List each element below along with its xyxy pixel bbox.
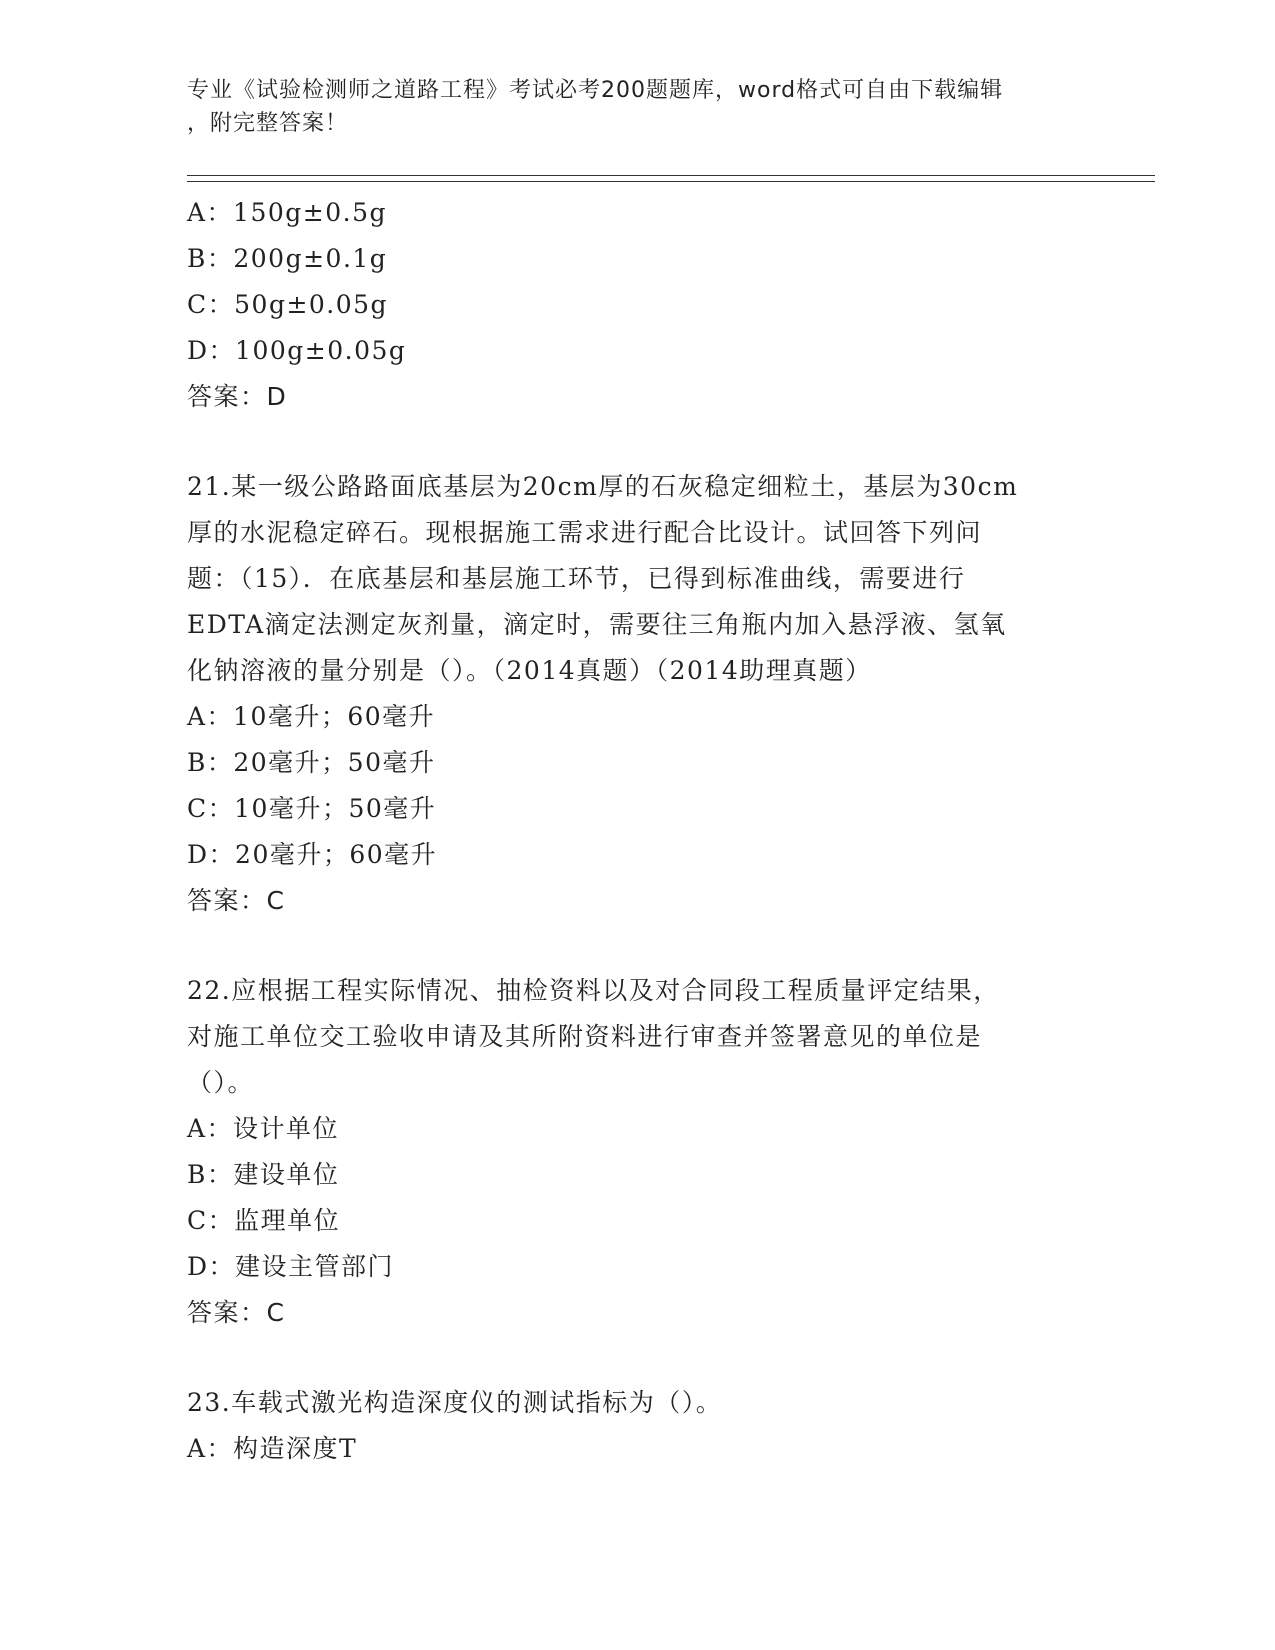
header-rule-top bbox=[187, 175, 1155, 176]
answer-line: 答案：C bbox=[187, 1298, 286, 1327]
header-rule-bottom bbox=[187, 181, 1155, 182]
option-d: D：100g±0.05g bbox=[187, 336, 407, 365]
question-stem-line: （）。 bbox=[187, 1068, 255, 1097]
option-b: B：建设单位 bbox=[187, 1160, 340, 1189]
question-stem-line: 21.某一级公路路面底基层为20cm厚的石灰稳定细粒土，基层为30cm bbox=[187, 472, 1019, 501]
question-stem-line: 化钠溶液的量分别是（）。（2014真题）（2014助理真题） bbox=[187, 656, 872, 685]
option-c: C：监理单位 bbox=[187, 1206, 341, 1235]
header-line-1: 专业《试验检测师之道路工程》考试必考200题题库，word格式可自由下载编辑 bbox=[187, 78, 1004, 103]
question-stem-line: 22.应根据工程实际情况、抽检资料以及对合同段工程质量评定结果， bbox=[187, 976, 1000, 1005]
option-d: D：20毫升；60毫升 bbox=[187, 840, 438, 869]
question-23 bbox=[187, 1380, 1067, 1472]
question-22 bbox=[187, 968, 1067, 1336]
question-stem-line: 厚的水泥稳定碎石。现根据施工需求进行配合比设计。试回答下列问 bbox=[187, 518, 983, 547]
option-c: C：10毫升；50毫升 bbox=[187, 794, 437, 823]
header-line-2: ，附完整答案！ bbox=[187, 111, 349, 136]
question-stem-line: 对施工单位交工验收申请及其所附资料进行审查并签署意见的单位是 bbox=[187, 1022, 983, 1051]
question-spacer bbox=[187, 420, 1067, 464]
option-b: B：200g±0.1g bbox=[187, 244, 388, 273]
question-stem-line: 题：（15）．在底基层和基层施工环节，已得到标准曲线，需要进行 bbox=[187, 564, 966, 593]
document-header bbox=[187, 74, 1067, 140]
option-a: A：150g±0.5g bbox=[187, 198, 387, 227]
option-d: D：建设主管部门 bbox=[187, 1252, 395, 1281]
option-a: A：设计单位 bbox=[187, 1114, 340, 1143]
option-a: A：构造深度T bbox=[187, 1434, 358, 1463]
option-b: B：20毫升；50毫升 bbox=[187, 748, 436, 777]
question-spacer bbox=[187, 1336, 1067, 1380]
option-a: A：10毫升；60毫升 bbox=[187, 702, 436, 731]
question-21 bbox=[187, 464, 1067, 924]
question-list bbox=[187, 190, 1067, 1472]
option-c: C：50g±0.05g bbox=[187, 290, 389, 319]
question-spacer bbox=[187, 924, 1067, 968]
question-stem-line: EDTA滴定法测定灰剂量，滴定时，需要往三角瓶内加入悬浮液、氢氧 bbox=[187, 610, 1007, 639]
answer-line: 答案：C bbox=[187, 886, 286, 915]
question-20 bbox=[187, 190, 1067, 420]
answer-line: 答案：D bbox=[187, 382, 288, 411]
question-stem-line: 23.车载式激光构造深度仪的测试指标为（）。 bbox=[187, 1388, 723, 1417]
